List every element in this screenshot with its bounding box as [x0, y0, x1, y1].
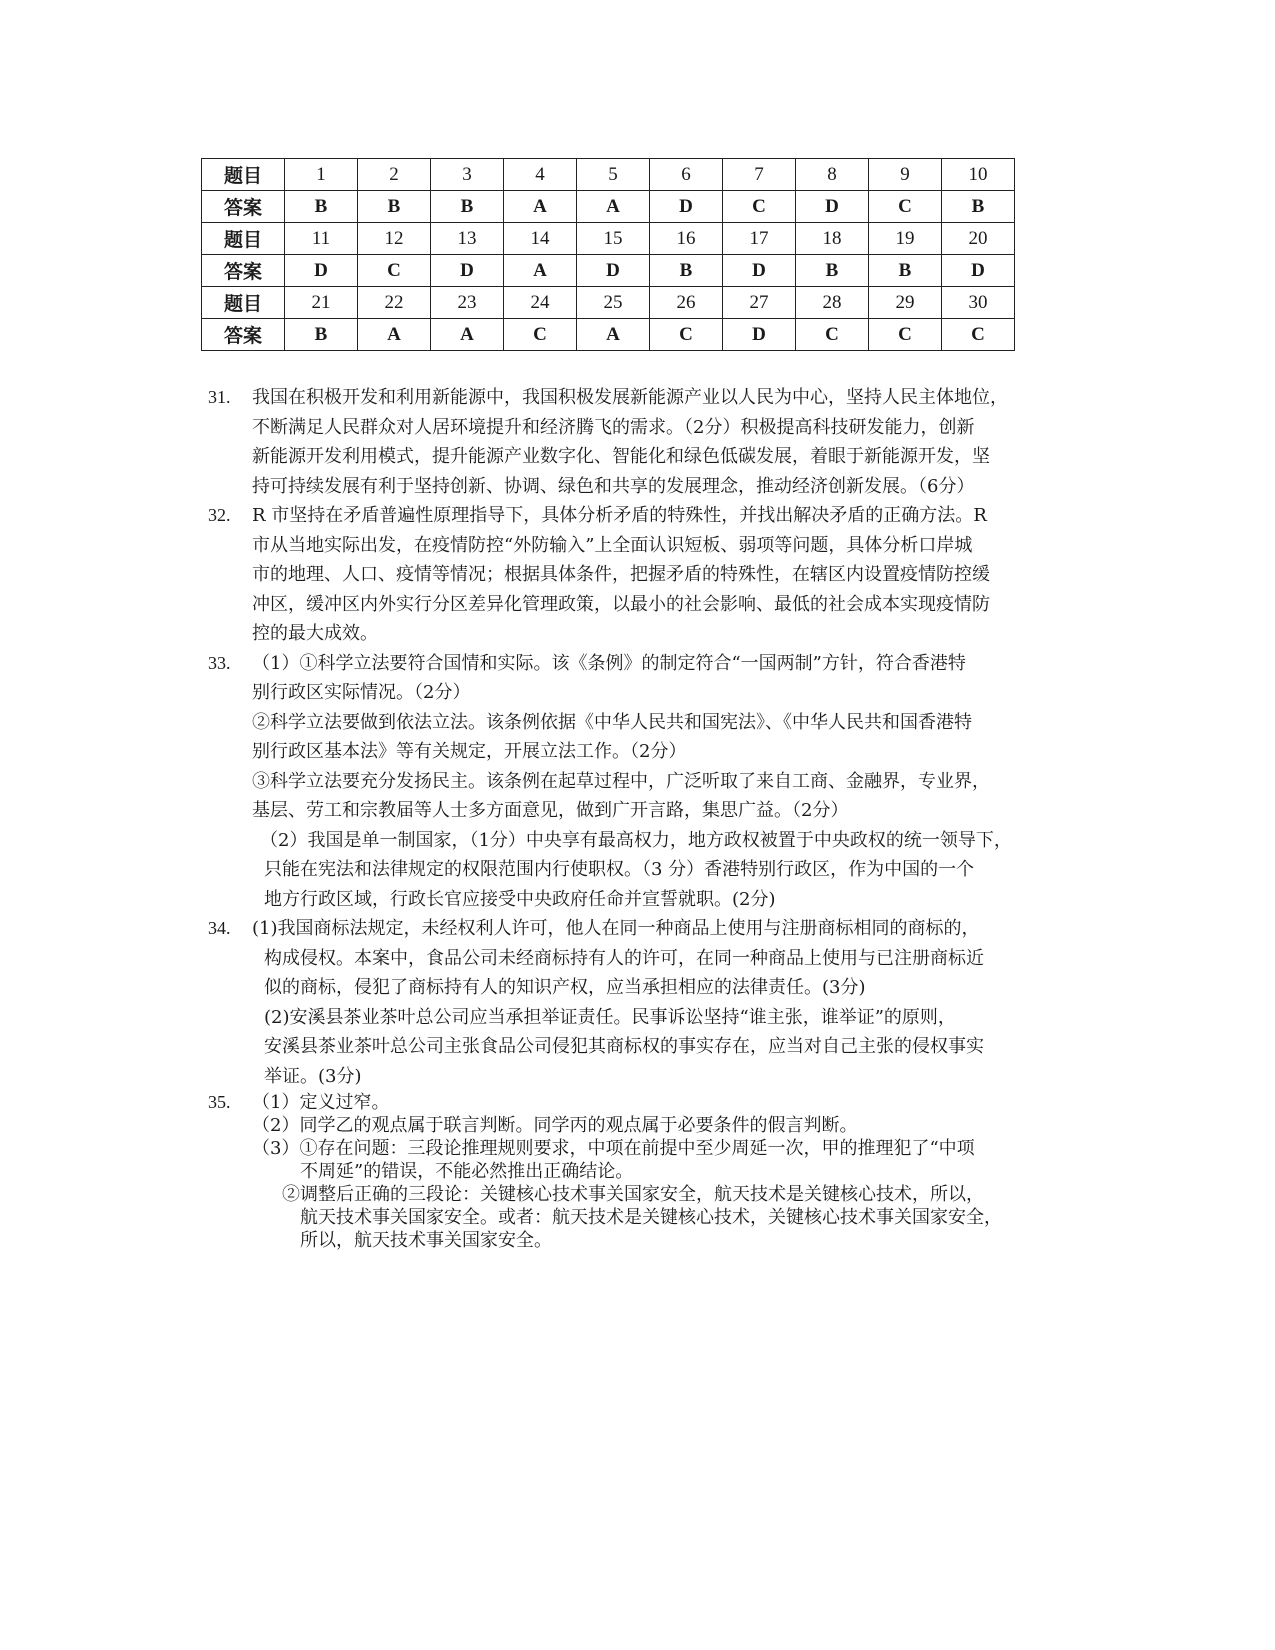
question-number-cell: 21 [285, 287, 358, 319]
question-number-cell: 25 [577, 287, 650, 319]
question-number-cell: 20 [942, 223, 1015, 255]
answer-cell: A [358, 319, 431, 351]
question-number: 31. [208, 387, 231, 407]
question-number-cell: 4 [504, 159, 577, 191]
answer-line: (2)安溪县茶业茶叶总公司应当承担举证责任。民事诉讼坚持“谁主张，谁举证”的原则， [264, 1006, 956, 1028]
answer-cell: D [650, 191, 723, 223]
question-number-cell: 7 [723, 159, 796, 191]
answer-line: 举证。(3分) [264, 1065, 362, 1087]
answer-cell: D [796, 191, 869, 223]
question-number-cell: 23 [431, 287, 504, 319]
answer-cell: D [723, 255, 796, 287]
answers-section [208, 383, 1068, 1252]
question-number: 34. [208, 918, 231, 938]
answer-line: 别行政区基本法》等有关规定，开展立法工作。（2分） [252, 741, 687, 762]
question-number-cell: 11 [285, 223, 358, 255]
answer-line: 基层、劳工和宗教届等人士多方面意见，做到广开言路，集思广益。（2分） [252, 800, 849, 821]
question-number-row [202, 223, 1015, 255]
answer-cell: C [869, 191, 942, 223]
answer-cell: A [504, 255, 577, 287]
answer-cell: D [577, 255, 650, 287]
question-number: 35. [208, 1092, 231, 1112]
answer-cell: D [942, 255, 1015, 287]
answer-line: 似的商标，侵犯了商标持有人的知识产权，应当承担相应的法律责任。(3分) [264, 977, 866, 998]
question-number-cell: 22 [358, 287, 431, 319]
row-header: 题目 [202, 223, 285, 255]
answer-cell: A [504, 191, 577, 223]
question-number-row [202, 287, 1015, 319]
answer-line: （3）①存在问题：三段论推理规则要求，中项在前提中至少周延一次，甲的推理犯了“中项 [252, 1138, 975, 1159]
answer-line: （1）定义过窄。 [252, 1092, 390, 1113]
answer-row [202, 191, 1015, 223]
answer-line: 航天技术事关国家安全。或者：航天技术是关键核心技术，关键核心技术事关国家安全， [300, 1207, 1002, 1228]
answer-line: 不断满足人民群众对人居环境提升和经济腾飞的需求。（2分）积极提高科技研发能力，创新 [252, 416, 975, 438]
question-number-cell: 19 [869, 223, 942, 255]
answer-line: ③科学立法要充分发扬民主。该条例在起草过程中，广泛听取了来自工商、金融界，专业界， [252, 770, 990, 792]
answer-cell: B [796, 255, 869, 287]
question-number-cell: 14 [504, 223, 577, 255]
row-header: 题目 [202, 159, 285, 191]
question-number-cell: 26 [650, 287, 723, 319]
question-number-cell: 12 [358, 223, 431, 255]
answer-line: ②调整后正确的三段论：关键核心技术事关国家安全，航天技术是关键核心技术，所以， [282, 1184, 984, 1205]
answer-cell: C [723, 191, 796, 223]
answer-cell: C [796, 319, 869, 351]
question-number-row [202, 159, 1015, 191]
answer-cell: C [504, 319, 577, 351]
question-number-cell: 9 [869, 159, 942, 191]
answer-cell: A [577, 319, 650, 351]
question-35 [208, 1091, 1068, 1252]
answer-line: 别行政区实际情况。（2分） [252, 682, 471, 703]
answer-line: 持可持续发展有利于坚持创新、协调、绿色和共享的发展理念，推动经济创新发展。（6分） [252, 475, 975, 497]
question-32 [208, 501, 1068, 649]
question-number: 32. [208, 505, 231, 525]
answer-cell: B [869, 255, 942, 287]
answer-cell: C [650, 319, 723, 351]
question-34 [208, 914, 1068, 1091]
question-number-cell: 24 [504, 287, 577, 319]
question-number-cell: 10 [942, 159, 1015, 191]
answer-line: ②科学立法要做到依法立法。该条例依据《中华人民共和国宪法》、《中华人民共和国香港特 [252, 711, 972, 733]
answer-line: （2）我国是单一制国家，（1分）中央享有最高权力，地方政权被置于中央政权的统一领导下， [260, 829, 1012, 851]
answer-cell: D [285, 255, 358, 287]
question-number-cell: 5 [577, 159, 650, 191]
answer-line: 安溪县茶业茶叶总公司主张食品公司侵犯其商标权的事实存在，应当对自己主张的侵权事实 [264, 1036, 984, 1057]
row-header: 答案 [202, 319, 285, 351]
question-number: 33. [208, 652, 231, 673]
answer-line: （2）同学乙的观点属于联言判断。同学丙的观点属于必要条件的假言判断。 [252, 1115, 858, 1136]
question-number-cell: 6 [650, 159, 723, 191]
answer-line: 地方行政区域，行政长官应接受中央政府任命并宣誓就职。(2分) [264, 888, 776, 910]
row-header: 答案 [202, 191, 285, 223]
question-number-cell: 3 [431, 159, 504, 191]
answer-cell: B [650, 255, 723, 287]
question-number-cell: 16 [650, 223, 723, 255]
answer-cell: B [285, 191, 358, 223]
answer-cell: B [358, 191, 431, 223]
answer-line: R 市坚持在矛盾普遍性原理指导下，具体分析矛盾的特殊性，并找出解决矛盾的正确方法。R [252, 505, 987, 526]
answer-line: 市从当地实际出发，在疫情防控“外防输入”上全面认识短板、弱项等问题，具体分析口岸城 [252, 534, 973, 556]
question-number-cell: 18 [796, 223, 869, 255]
answer-cell: C [358, 255, 431, 287]
answer-line: (1)我国商标法规定，未经权利人许可，他人在同一种商品上使用与注册商标相同的商标的， [252, 918, 980, 939]
answer-cell: A [431, 319, 504, 351]
answer-cell: A [577, 191, 650, 223]
answer-line: （1）①科学立法要符合国情和实际。该《条例》的制定符合“一国两制”方针，符合香港特 [252, 652, 966, 674]
question-33 [208, 649, 1068, 915]
question-number-cell: 29 [869, 287, 942, 319]
answer-line: 冲区，缓冲区内外实行分区差异化管理政策，以最小的社会影响、最低的社会成本实现疫情防 [252, 593, 990, 615]
answer-cell: B [942, 191, 1015, 223]
answer-line: 市的地理、人口、疫情等情况；根据具体条件，把握矛盾的特殊性，在辖区内设置疫情防控缓 [252, 564, 990, 585]
question-number-cell: 15 [577, 223, 650, 255]
row-header: 题目 [202, 287, 285, 319]
answer-line: 控的最大成效。 [252, 623, 378, 644]
question-number-cell: 2 [358, 159, 431, 191]
answer-key-table [201, 158, 1015, 351]
answer-cell: B [285, 319, 358, 351]
question-number-cell: 13 [431, 223, 504, 255]
question-number-cell: 17 [723, 223, 796, 255]
answer-line: 所以，航天技术事关国家安全。 [300, 1230, 552, 1251]
answer-cell: C [942, 319, 1015, 351]
answer-row [202, 255, 1015, 287]
answer-line: 不周延”的错误，不能必然推出正确结论。 [300, 1161, 634, 1182]
answer-cell: D [431, 255, 504, 287]
question-31 [208, 383, 1068, 501]
question-number-cell: 27 [723, 287, 796, 319]
row-header: 答案 [202, 255, 285, 287]
answer-line: 只能在宪法和法律规定的权限范围内行使职权。（3 分）香港特别行政区，作为中国的一个 [264, 859, 975, 880]
answer-row [202, 319, 1015, 351]
answer-line: 新能源开发利用模式，提升能源产业数字化、智能化和绿色低碳发展，着眼于新能源开发，坚 [252, 446, 990, 467]
question-number-cell: 30 [942, 287, 1015, 319]
answer-cell: D [723, 319, 796, 351]
answer-line: 构成侵权。本案中，食品公司未经商标持有人的许可，在同一种商品上使用与已注册商标近 [264, 947, 984, 969]
answer-cell: B [431, 191, 504, 223]
answer-line: 我国在积极开发和利用新能源中，我国积极发展新能源产业以人民为中心，坚持人民主体地位， [252, 387, 1008, 408]
answer-cell: C [869, 319, 942, 351]
question-number-cell: 8 [796, 159, 869, 191]
question-number-cell: 1 [285, 159, 358, 191]
question-number-cell: 28 [796, 287, 869, 319]
